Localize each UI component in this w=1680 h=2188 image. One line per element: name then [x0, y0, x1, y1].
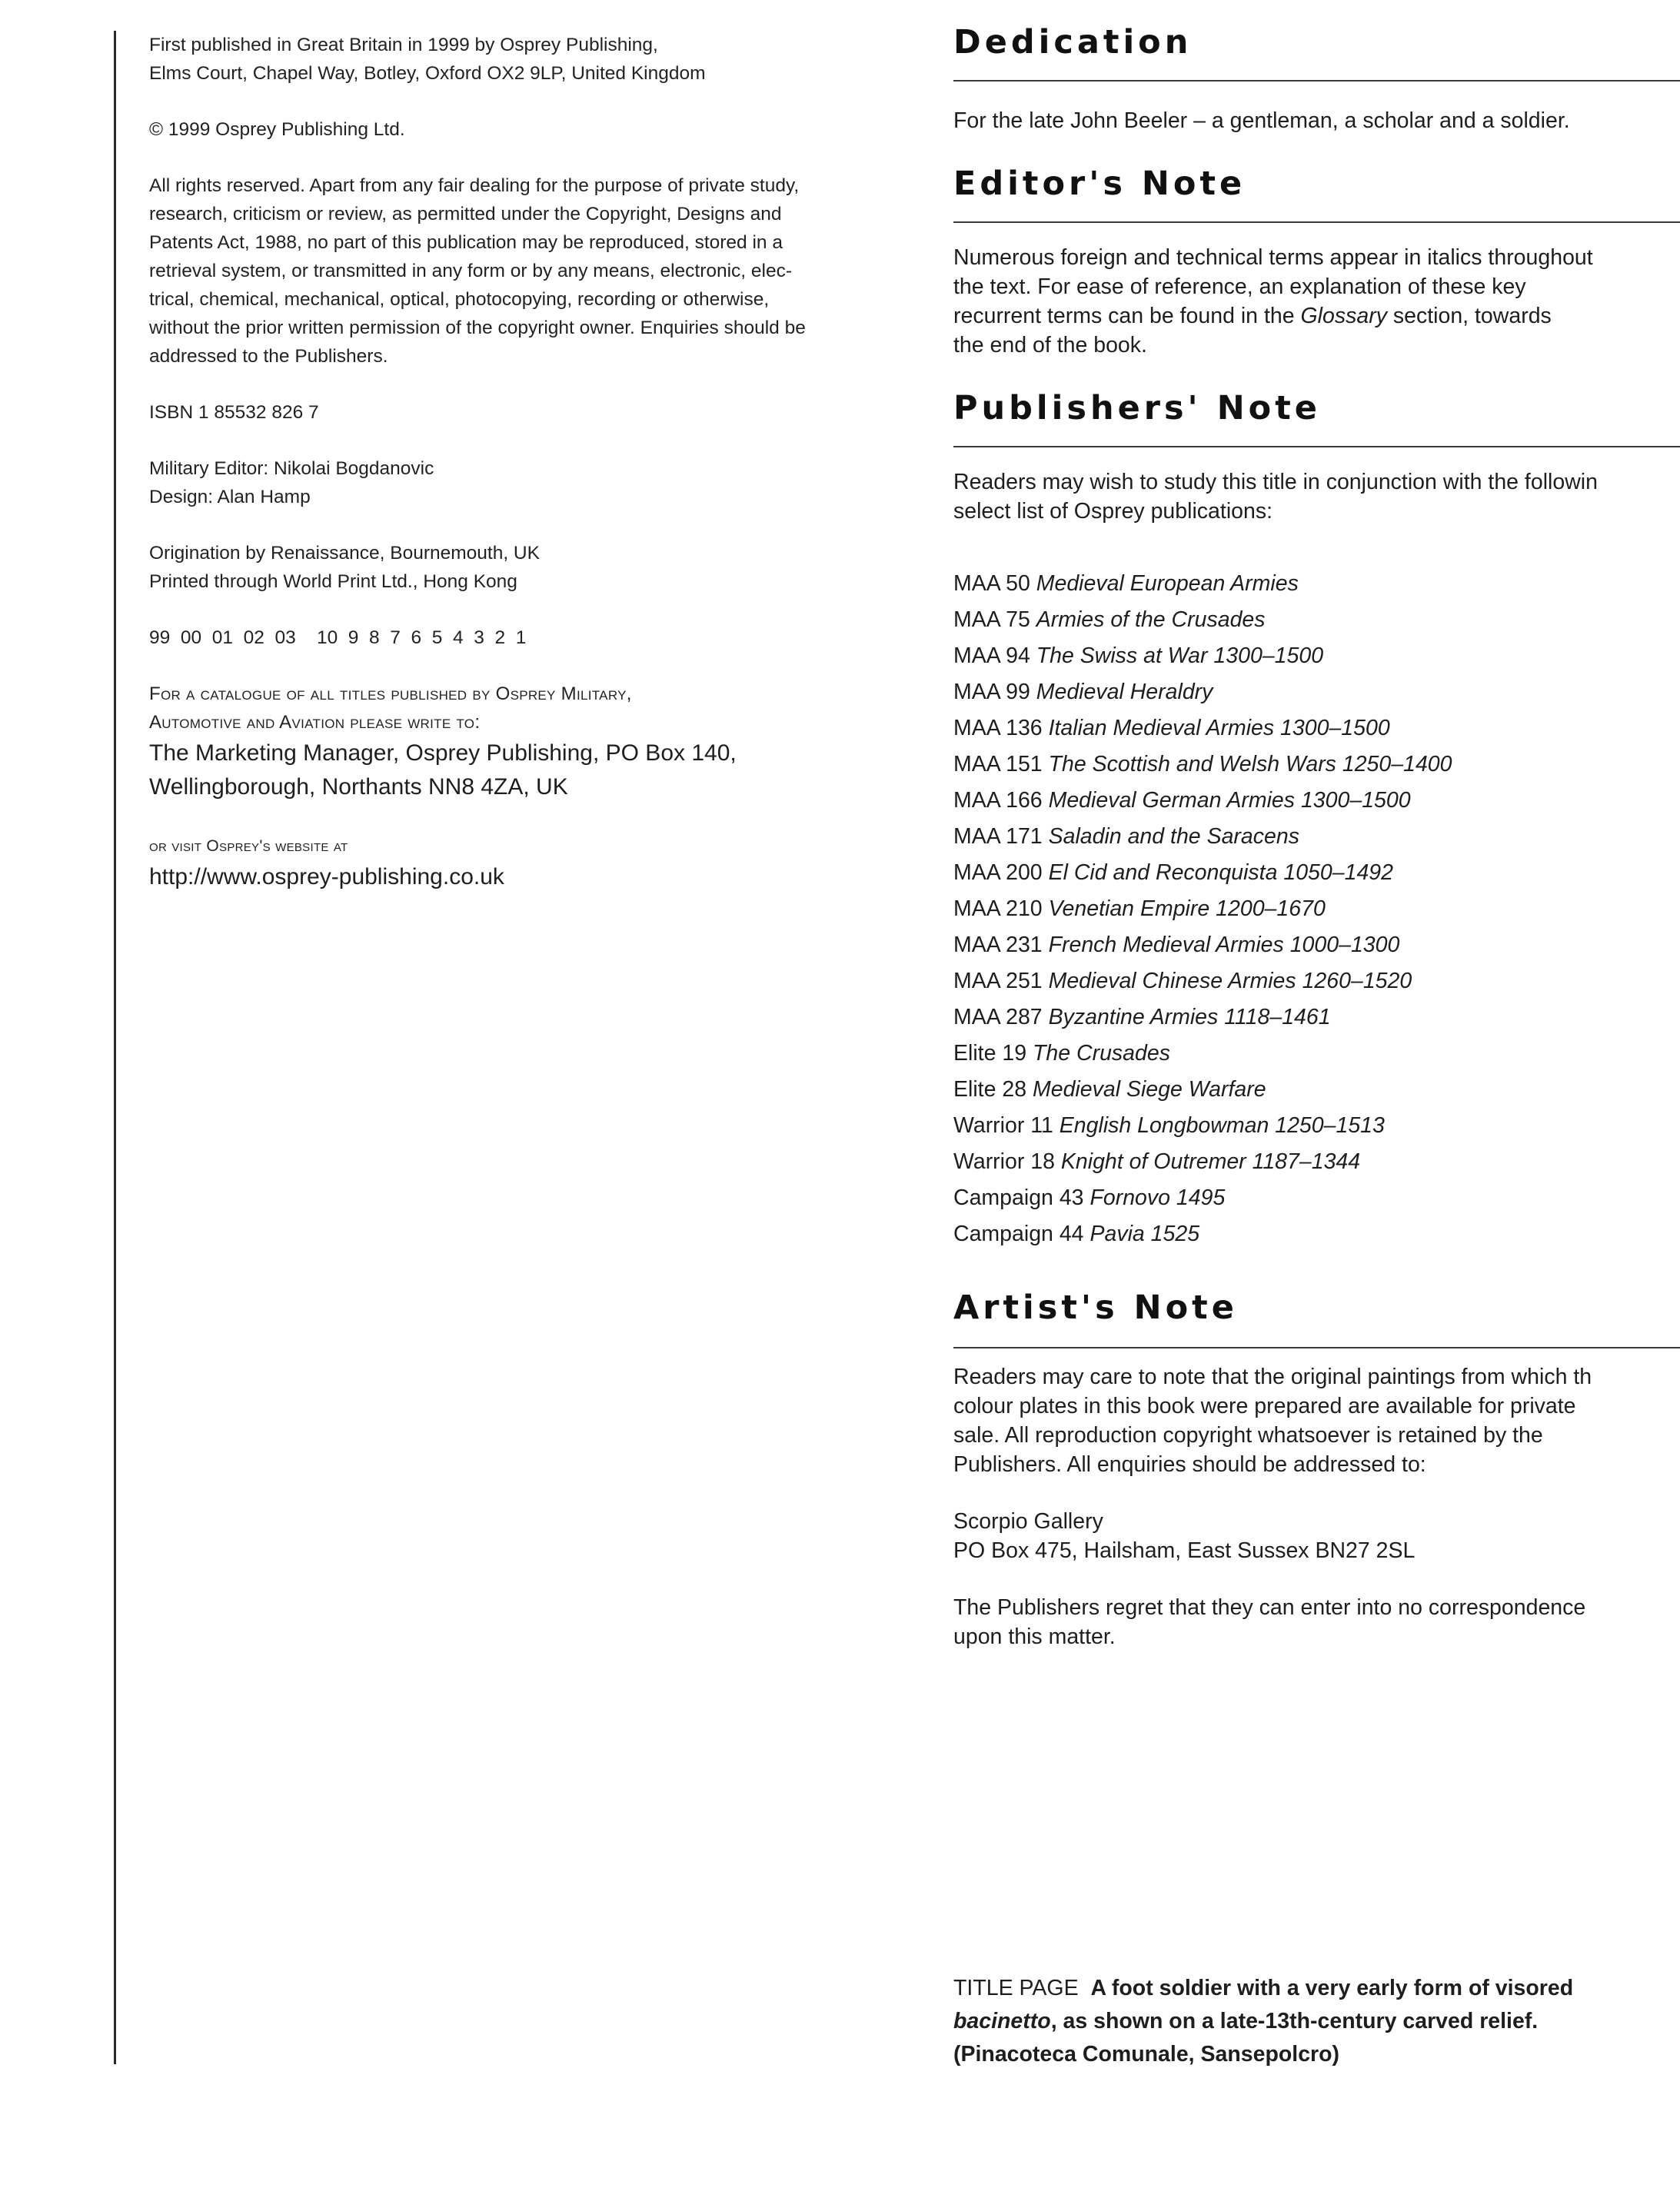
publication-title: Medieval German Armies 1300–1500: [1048, 788, 1411, 813]
publication-item: [953, 1036, 1452, 1072]
publication-item: [953, 674, 1452, 710]
publication-series: MAA 75: [953, 607, 1030, 632]
website-link[interactable]: http://www.osprey-publishing.co.uk: [149, 864, 504, 889]
editors-note-heading: Editor's Note: [953, 165, 1246, 203]
publication-item: [953, 638, 1452, 674]
title-page-caption: [953, 1972, 1680, 2071]
publisher-address: Elms Court, Chapel Way, Botley, Oxford OX2 9LP, United Kingdom: [149, 63, 706, 84]
caption-term: bacinetto: [953, 2009, 1051, 2033]
editors-note-line: the end of the book.: [953, 333, 1147, 357]
publication-list: [953, 566, 1452, 1252]
publication-item: [953, 819, 1452, 855]
publication-series: MAA 287: [953, 1005, 1043, 1029]
rights-line: research, criticism or review, as permitted under the Copyright, Designs and: [149, 204, 782, 224]
gutter-rule: [114, 31, 116, 2064]
publisher-block: [149, 31, 918, 88]
text-run: section, towards: [1386, 304, 1552, 328]
publication-series: Campaign 44: [953, 1222, 1084, 1246]
editors-note-text: [953, 243, 1680, 360]
publication-title: Armies of the Crusades: [1036, 607, 1266, 632]
publication-series: MAA 166: [953, 788, 1043, 813]
gallery-name: Scorpio Gallery: [953, 1509, 1103, 1534]
publication-title: Medieval Siege Warfare: [1032, 1077, 1266, 1102]
publication-title: French Medieval Armies 1000–1300: [1048, 933, 1400, 957]
publication-title: Medieval European Armies: [1036, 571, 1299, 596]
copyright-line: © 1999 Osprey Publishing Ltd.: [149, 119, 405, 140]
publication-item: [953, 891, 1452, 927]
publication-item: [953, 999, 1452, 1036]
gallery-address: PO Box 475, Hailsham, East Sussex BN27 2SL: [953, 1538, 1416, 1563]
publication-item: [953, 927, 1452, 963]
publication-series: MAA 94: [953, 643, 1030, 668]
glossary-term: Glossary: [1300, 304, 1387, 328]
editors-note-line: the text. For ease of reference, an explanation of these key: [953, 274, 1526, 299]
publication-title: El Cid and Reconquista 1050–1492: [1048, 860, 1393, 885]
production-block: [149, 539, 918, 596]
print-run: 99 00 01 02 03 10 9 8 7 6 5 4 3 2 1: [149, 627, 527, 648]
caption-line: [953, 2038, 1680, 2071]
caption-text: A foot soldier with a very early form of visored: [1090, 1976, 1574, 2000]
marketing-address-line: The Marketing Manager, Osprey Publishing, PO Box 140,: [149, 740, 737, 766]
publication-series: MAA 200: [953, 860, 1043, 885]
publication-title: Pavia 1525: [1090, 1222, 1200, 1246]
publication-series: MAA 251: [953, 969, 1043, 993]
publication-series: MAA 210: [953, 896, 1043, 921]
publication-series: MAA 99: [953, 680, 1030, 704]
publication-item: [953, 1180, 1452, 1216]
publication-title: The Swiss at War 1300–1500: [1036, 643, 1324, 668]
dedication-heading: Dedication: [953, 23, 1193, 62]
publishers-note-text: [953, 467, 1680, 526]
publication-title: Saladin and the Saracens: [1048, 824, 1299, 849]
artists-note-text: [953, 1362, 1680, 1651]
artists-note-rule: [953, 1347, 1680, 1348]
publication-item: [953, 855, 1452, 891]
publication-title: Medieval Heraldry: [1036, 680, 1213, 704]
publication-title: Italian Medieval Armies 1300–1500: [1048, 716, 1390, 740]
design-credit: Design: Alan Hamp: [149, 487, 311, 507]
credits-block: [149, 454, 918, 511]
caption-source: (Pinacoteca Comunale, Sansepolcro): [953, 2042, 1340, 2067]
publisher-line: First published in Great Britain in 1999 by Osprey Publishing,: [149, 35, 658, 55]
regret-line: upon this matter.: [953, 1624, 1116, 1649]
publication-title: English Longbowman 1250–1513: [1059, 1113, 1385, 1138]
artists-note-heading: Artist's Note: [953, 1289, 1238, 1327]
origination-line: Origination by Renaissance, Bournemouth, UK: [149, 543, 540, 564]
publication-series: MAA 151: [953, 752, 1043, 776]
website-label: or visit Osprey's website at: [149, 837, 348, 855]
caption-label: TITLE PAGE: [953, 1976, 1079, 2000]
artists-note-line: Publishers. All enquiries should be addressed to:: [953, 1452, 1426, 1477]
dedication-rule: [953, 80, 1680, 81]
rights-block: [149, 171, 918, 371]
military-editor: Military Editor: Nikolai Bogdanovic: [149, 458, 434, 479]
rights-line: trical, chemical, mechanical, optical, photocopying, recording or otherwise,: [149, 289, 770, 310]
catalogue-block: [149, 680, 918, 804]
caption-text: , as shown on a late-13th-century carved relief.: [1050, 2009, 1539, 2033]
imprint-column: [149, 31, 918, 922]
publication-series: MAA 50: [953, 571, 1030, 596]
publication-item: [953, 1108, 1452, 1144]
publishers-note-heading: Publishers' Note: [953, 389, 1321, 427]
editors-note-line: [953, 301, 1680, 331]
caption-line: [953, 1972, 1680, 2005]
publication-series: MAA 231: [953, 933, 1043, 957]
publication-item: [953, 1216, 1452, 1252]
publication-item: [953, 710, 1452, 747]
rights-line: Patents Act, 1988, no part of this publication may be reproduced, stored in a: [149, 232, 783, 253]
editors-note-line: Numerous foreign and technical terms appear in italics throughout: [953, 245, 1593, 270]
publication-item: [953, 963, 1452, 999]
publication-item: [953, 602, 1452, 638]
dedication-text: For the late John Beeler – a gentleman, a scholar and a soldier.: [953, 108, 1570, 133]
artists-note-line: Readers may care to note that the original paintings from which th: [953, 1365, 1592, 1389]
publication-series: Elite 28: [953, 1077, 1027, 1102]
isbn: ISBN 1 85532 826 7: [149, 402, 319, 423]
publication-item: [953, 566, 1452, 602]
publication-series: MAA 136: [953, 716, 1043, 740]
artists-note-line: sale. All reproduction copyright whatsoever is retained by the: [953, 1423, 1543, 1448]
website-block: [149, 832, 918, 894]
publication-item: [953, 747, 1452, 783]
regret-line: The Publishers regret that they can enter into no correspondence: [953, 1595, 1586, 1620]
rights-line: All rights reserved. Apart from any fair dealing for the purpose of private study,: [149, 175, 800, 196]
catalogue-line: Automotive and Aviation please write to:: [149, 712, 481, 733]
publication-series: Warrior 11: [953, 1113, 1053, 1138]
publication-title: Knight of Outremer 1187–1344: [1060, 1149, 1361, 1174]
caption-line: [953, 2005, 1680, 2038]
artists-note-line: colour plates in this book were prepared are available for private: [953, 1394, 1576, 1418]
publication-series: MAA 171: [953, 824, 1043, 849]
publication-title: Byzantine Armies 1118–1461: [1048, 1005, 1331, 1029]
publication-title: Venetian Empire 1200–1670: [1048, 896, 1326, 921]
publishers-note-line: select list of Osprey publications:: [953, 499, 1273, 524]
editors-note-rule: [953, 221, 1680, 223]
publishers-note-rule: [953, 446, 1680, 447]
publication-title: Fornovo 1495: [1090, 1185, 1226, 1210]
publication-series: Campaign 43: [953, 1185, 1084, 1210]
marketing-address-line: Wellingborough, Northants NN8 4ZA, UK: [149, 774, 568, 800]
publication-series: Elite 19: [953, 1041, 1027, 1066]
publication-item: [953, 1072, 1452, 1108]
publication-title: The Scottish and Welsh Wars 1250–1400: [1048, 752, 1452, 776]
publication-title: The Crusades: [1032, 1041, 1170, 1066]
publishers-note-line: Readers may wish to study this title in conjunction with the followin: [953, 470, 1598, 494]
catalogue-line: For a catalogue of all titles published by Osprey Military,: [149, 683, 632, 704]
rights-line: retrieval system, or transmitted in any form or by any means, electronic, elec-: [149, 261, 793, 281]
publication-item: [953, 783, 1452, 819]
publication-series: Warrior 18: [953, 1149, 1055, 1174]
rights-line: without the prior written permission of the copyright owner. Enquiries should be: [149, 318, 806, 338]
publication-item: [953, 1144, 1452, 1180]
rights-line: addressed to the Publishers.: [149, 346, 388, 367]
text-run: recurrent terms can be found in the: [953, 304, 1301, 328]
printed-line: Printed through World Print Ltd., Hong Kong: [149, 571, 517, 592]
publication-title: Medieval Chinese Armies 1260–1520: [1048, 969, 1412, 993]
